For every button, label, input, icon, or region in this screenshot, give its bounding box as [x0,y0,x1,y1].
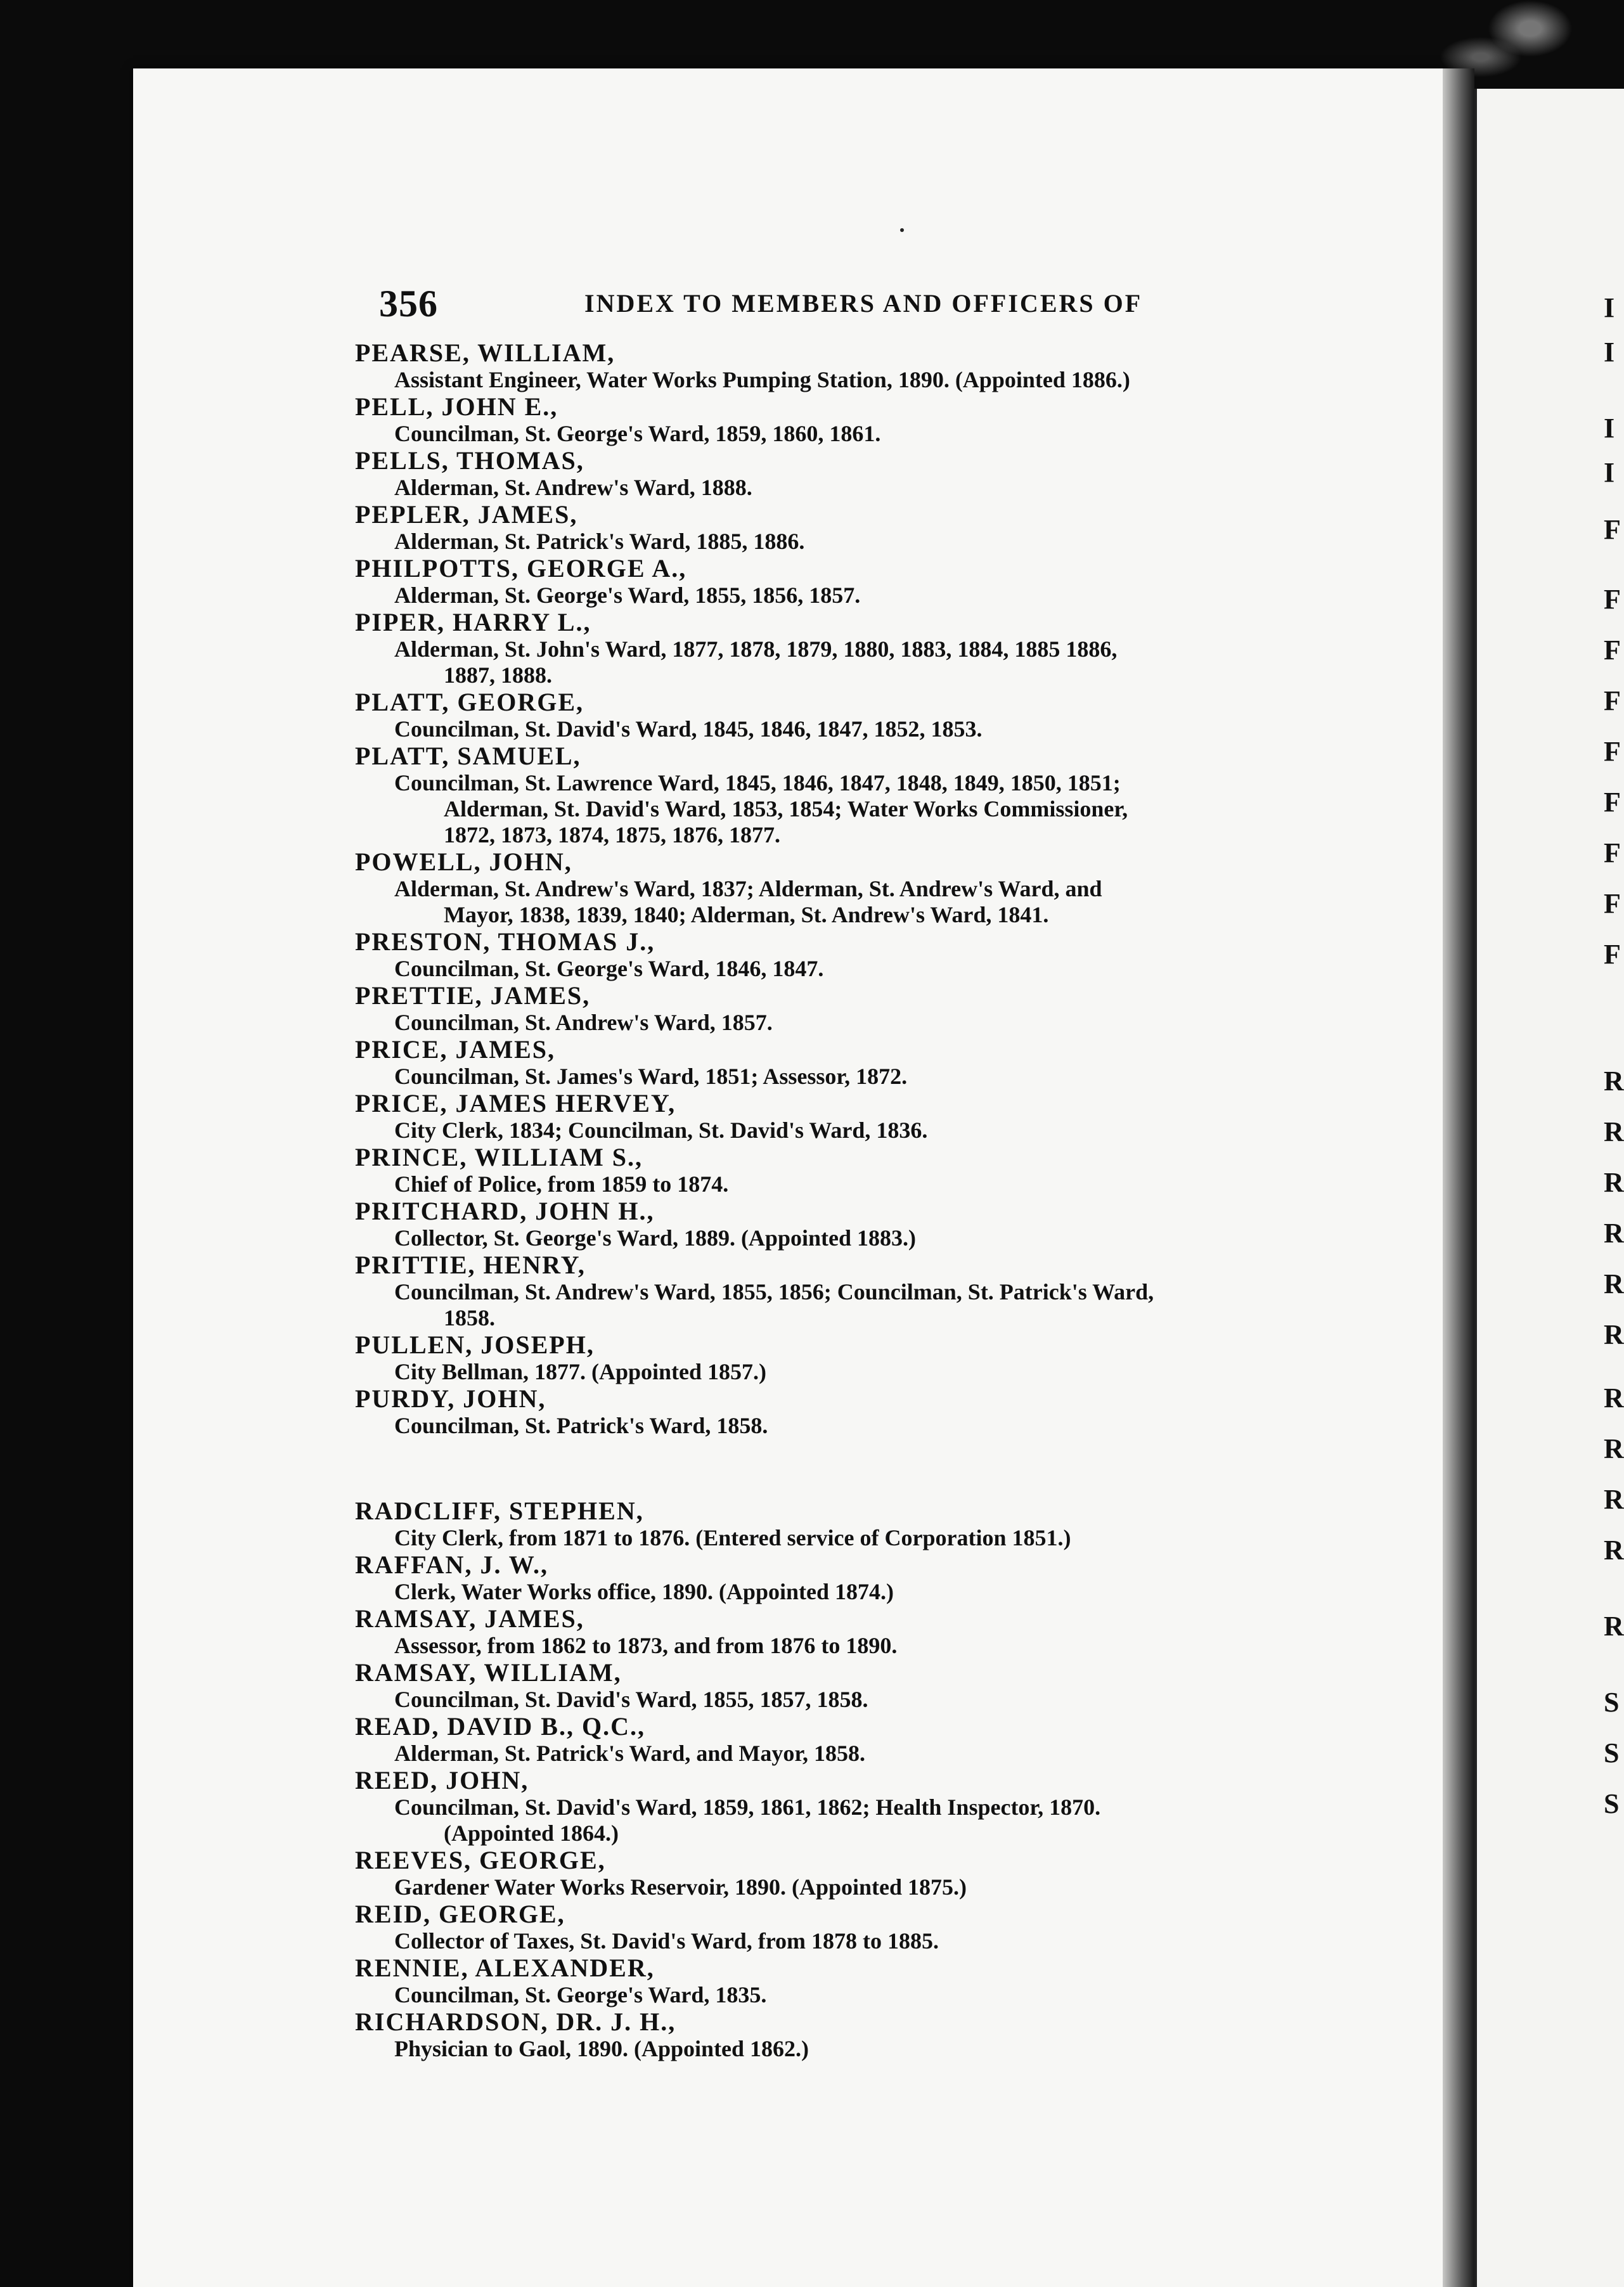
description-line: Councilman, St. David's Ward, 1859, 1861, 1862; Health Inspector, 1870. [394,1794,1101,1820]
description-line: Physician to Gaol, 1890. (Appointed 1862.) [394,2036,809,2061]
index-entry [355,1144,1293,1197]
description-line: Collector of Taxes, St. David's Ward, from 1878 to 1885. [394,1928,939,1954]
description-line: Assistant Engineer, Water Works Pumping Station, 1890. (Appointed 1886.) [394,367,1130,392]
entry-name: RAFFAN, J. W., [355,1550,549,1579]
description-line: Councilman, St. David's Ward, 1855, 1857, 1858. [394,1687,868,1712]
description-line: Alderman, St. David's Ward, 1853, 1854; Water Works Commissioner, [444,796,1128,821]
index-entry [355,1251,1293,1331]
entry-name: PRESTON, THOMAS J., [355,927,655,956]
index-entry [355,1954,1293,2008]
index-entry [355,1900,1293,1954]
entry-name: PHILPOTTS, GEORGE A., [355,554,687,583]
book-gutter [1443,68,1474,2287]
description-line: City Clerk, from 1871 to 1876. (Entered service of Corporation 1851.) [394,1525,1071,1550]
description-line: (Appointed 1864.) [444,1820,619,1846]
right-page-letter: R [1604,1484,1624,1515]
right-page-letter: F [1604,787,1621,818]
description-line: City Bellman, 1877. (Appointed 1857.) [394,1359,767,1384]
description-line: Councilman, St. George's Ward, 1846, 1847. [394,956,824,981]
right-page-letter: R [1604,1167,1624,1198]
entry-description [355,1982,1293,2008]
index-entry [355,1090,1293,1144]
entry-description [355,636,1293,688]
entry-description [355,1928,1293,1954]
entry-name: RICHARDSON, DR. J. H., [355,2007,676,2036]
entry-description [355,1118,1293,1144]
index-entry [355,1497,1293,1551]
page-speck [900,228,904,232]
index-entry [355,1659,1293,1713]
entry-name: RENNIE, ALEXANDER, [355,1954,655,1982]
index-section [355,1497,1293,2062]
right-page-letter: S [1604,1687,1620,1718]
entry-description [355,421,1293,447]
entry-description [355,876,1293,928]
entry-name: POWELL, JOHN, [355,847,572,876]
description-line: Councilman, St. Patrick's Ward, 1858. [394,1413,768,1438]
entry-description [355,1064,1293,1090]
entry-name: REID, GEORGE, [355,1900,565,1928]
description-line: Councilman, St. George's Ward, 1859, 1860, 1861. [394,421,881,446]
entry-name: PLATT, GEORGE, [355,688,584,716]
index-entry [355,447,1293,501]
index-entry [355,1713,1293,1767]
index-entry [355,393,1293,447]
entry-name: PRITTIE, HENRY, [355,1251,586,1279]
index-entry [355,1036,1293,1090]
entry-name: PULLEN, JOSEPH, [355,1330,595,1359]
index-section [355,339,1293,1439]
index-entry [355,928,1293,982]
entry-description [355,529,1293,555]
right-page-letter: F [1604,736,1621,767]
entry-name: PRICE, JAMES HERVEY, [355,1089,676,1118]
index-entry [355,688,1293,742]
right-page-letter: I [1604,337,1615,368]
description-line: Councilman, St. David's Ward, 1845, 1846, 1847, 1852, 1853. [394,716,983,742]
description-line: Councilman, St. George's Ward, 1835. [394,1982,767,2007]
description-line: Councilman, St. Andrew's Ward, 1855, 1856; Councilman, St. Patrick's Ward, [394,1279,1154,1305]
right-page-letter: S [1604,1788,1620,1819]
index-entry [355,1385,1293,1439]
index-entry [355,1331,1293,1385]
description-line: Chief of Police, from 1859 to 1874. [394,1171,729,1197]
right-page-letter: R [1604,1116,1624,1147]
right-page-letter: S [1604,1737,1620,1768]
index-entry [355,1767,1293,1846]
description-line: Alderman, St. Patrick's Ward, 1885, 1886. [394,529,805,554]
description-line: Councilman, St. Andrew's Ward, 1857. [394,1010,773,1035]
index-entry [355,1551,1293,1605]
right-page-letter: R [1604,1268,1624,1299]
entry-name: PRINCE, WILLIAM S., [355,1143,643,1171]
entry-name: PEARSE, WILLIAM, [355,338,615,367]
entry-name: RAMSAY, JAMES, [355,1604,584,1633]
right-page-letter: R [1604,1382,1624,1414]
entry-description [355,583,1293,609]
entry-description [355,716,1293,742]
description-line: Collector, St. George's Ward, 1889. (Appointed 1883.) [394,1225,916,1251]
right-page-letter: F [1604,514,1621,545]
entry-description [355,367,1293,393]
entry-description [355,770,1293,848]
right-page-letter: R [1604,1535,1624,1566]
entry-description [355,1010,1293,1036]
running-title: INDEX TO MEMBERS AND OFFICERS OF [584,289,1143,318]
entry-description [355,475,1293,501]
index-entry [355,339,1293,393]
right-page-letter: R [1604,1218,1624,1249]
entry-description [355,1225,1293,1251]
index-entry [355,1197,1293,1251]
right-page-letter: I [1604,413,1615,444]
description-line: Alderman, St. John's Ward, 1877, 1878, 1879, 1880, 1883, 1884, 1885 1886, [394,636,1118,662]
entry-description [355,1171,1293,1197]
entry-name: REEVES, GEORGE, [355,1846,606,1874]
entry-description [355,956,1293,982]
right-page-letter: F [1604,584,1621,615]
description-line: 1858. [444,1305,495,1330]
entry-description [355,1279,1293,1331]
entry-description [355,1579,1293,1605]
right-page-letter: F [1604,939,1621,970]
entry-name: PIPER, HARRY L., [355,608,591,636]
description-line: Gardener Water Works Reservoir, 1890. (Appointed 1875.) [394,1874,967,1900]
index-entry [355,609,1293,688]
index-entry [355,742,1293,848]
description-line: Councilman, St. James's Ward, 1851; Assessor, 1872. [394,1064,908,1089]
description-line: Alderman, St. Patrick's Ward, and Mayor, 1858. [394,1741,866,1766]
index-entry [355,555,1293,609]
index-entry [355,1846,1293,1900]
description-line: Assessor, from 1862 to 1873, and from 1876 to 1890. [394,1633,898,1658]
right-page-letter: F [1604,837,1621,868]
entry-description [355,1413,1293,1439]
right-page-letter: I [1604,457,1615,488]
entry-description [355,2036,1293,2062]
description-line: Clerk, Water Works office, 1890. (Appointed 1874.) [394,1579,894,1604]
description-line: Councilman, St. Lawrence Ward, 1845, 1846, 1847, 1848, 1849, 1850, 1851; [394,770,1121,796]
index-entries [355,339,1293,2062]
entry-name: PELL, JOHN E., [355,392,558,421]
right-page-letter: I [1604,292,1615,323]
description-line: Mayor, 1838, 1839, 1840; Alderman, St. Andrew's Ward, 1841. [444,902,1049,927]
entry-description [355,1687,1293,1713]
entry-name: PRICE, JAMES, [355,1035,556,1064]
entry-description [355,1794,1293,1846]
right-page-letter: F [1604,888,1621,919]
right-page-letter: R [1604,1319,1624,1350]
entry-description [355,1633,1293,1659]
page-number: 356 [379,283,438,325]
description-line: City Clerk, 1834; Councilman, St. David's Ward, 1836. [394,1118,928,1143]
index-entry [355,501,1293,555]
entry-name: RAMSAY, WILLIAM, [355,1658,622,1687]
index-entry [355,2008,1293,2062]
index-entry [355,848,1293,928]
right-page-letter: F [1604,685,1621,716]
entry-name: REED, JOHN, [355,1766,529,1794]
right-page-letter: R [1604,1433,1624,1464]
description-line: 1887, 1888. [444,662,552,688]
right-page-edge [1474,89,1624,2287]
description-line: 1872, 1873, 1874, 1875, 1876, 1877. [444,822,780,847]
description-line: Alderman, St. George's Ward, 1855, 1856, 1857. [394,583,861,608]
right-page-letter: R [1604,1066,1624,1097]
entry-description [355,1359,1293,1385]
entry-name: PURDY, JOHN, [355,1384,546,1413]
entry-description [355,1525,1293,1551]
entry-name: READ, DAVID B., Q.C., [355,1712,645,1741]
entry-name: PEPLER, JAMES, [355,500,578,529]
entry-name: RADCLIFF, STEPHEN, [355,1497,644,1525]
right-page-letter: F [1604,635,1621,666]
index-entry [355,1605,1293,1659]
description-line: Alderman, St. Andrew's Ward, 1837; Alderman, St. Andrew's Ward, and [394,876,1102,901]
entry-name: PRITCHARD, JOHN H., [355,1197,655,1225]
entry-description [355,1741,1293,1767]
entry-name: PELLS, THOMAS, [355,446,584,475]
entry-name: PRETTIE, JAMES, [355,981,591,1010]
description-line: Alderman, St. Andrew's Ward, 1888. [394,475,752,500]
right-page-letter: R [1604,1611,1624,1642]
entry-description [355,1874,1293,1900]
index-entry [355,982,1293,1036]
entry-name: PLATT, SAMUEL, [355,742,581,770]
